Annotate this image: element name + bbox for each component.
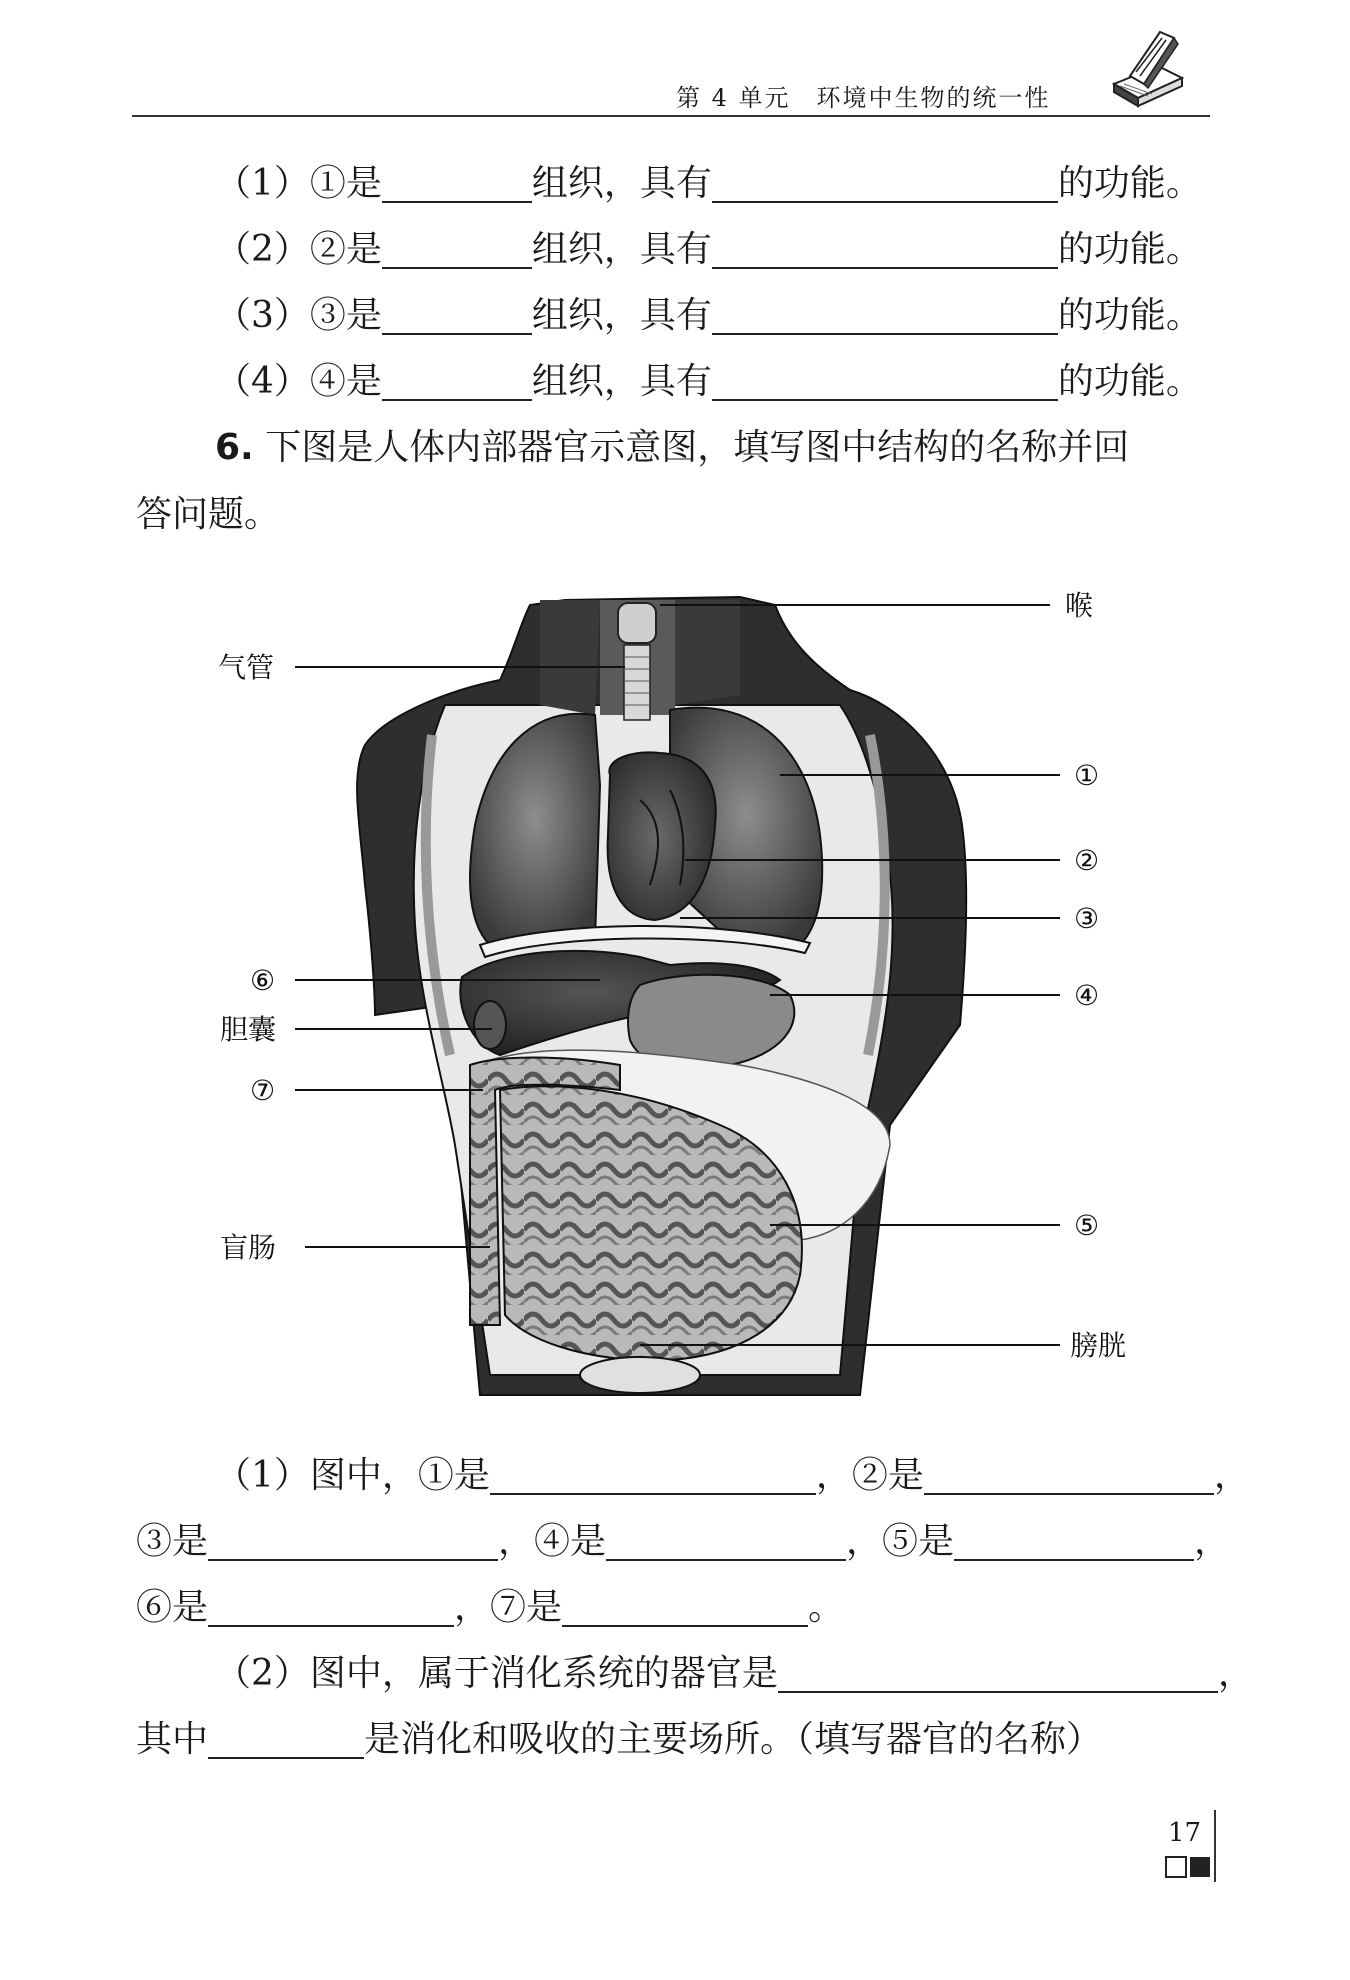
organ-diagram	[200, 585, 1150, 1405]
answer-blank[interactable]	[712, 299, 1058, 335]
answer-blank[interactable]	[382, 167, 532, 203]
label-cecum: 盲肠	[220, 1231, 277, 1264]
trachea-rings	[624, 645, 650, 720]
unit-label: 第 4 单元	[676, 84, 791, 112]
tissue-item-2: （2）②是 组织，具有 的功能。	[215, 229, 1202, 270]
label-trachea: 气管	[218, 651, 275, 684]
header-rule	[132, 115, 1210, 117]
subquestion-1-line-1: （1）图中，①是 ，②是 ，	[215, 1455, 1250, 1496]
subquestion-2-line-1: （2）图中，属于消化系统的器官是 ，	[215, 1653, 1254, 1694]
bladder	[580, 1357, 700, 1393]
label-2: ②	[1074, 844, 1100, 877]
question-6-stem-cont: 答问题。	[136, 494, 281, 535]
answer-blank[interactable]	[606, 1525, 846, 1561]
answer-blank[interactable]	[382, 233, 532, 269]
page-number: 17	[1168, 1818, 1202, 1848]
answer-blank[interactable]	[382, 299, 532, 335]
label-1: ①	[1074, 759, 1100, 792]
gallbladder	[474, 1001, 506, 1049]
label-bladder: 膀胱	[1070, 1329, 1127, 1362]
tissue-item-1: （1）①是 组织，具有 的功能。	[215, 163, 1202, 204]
answer-blank[interactable]	[382, 365, 532, 401]
footer-marks	[1165, 1856, 1210, 1878]
label-3: ③	[1074, 902, 1100, 935]
label-6: ⑥	[250, 964, 276, 997]
subquestion-2-line-2: 其中 是消化和吸收的主要场所。（填写器官的名称）	[136, 1719, 1103, 1760]
label-7: ⑦	[250, 1074, 276, 1107]
answer-blank[interactable]	[208, 1591, 454, 1627]
hollow-square-icon	[1165, 1856, 1187, 1878]
book-icon	[1108, 26, 1186, 112]
subquestion-1-line-3: ⑥是 ，⑦是 。	[136, 1587, 845, 1628]
answer-blank[interactable]	[562, 1591, 808, 1627]
answer-blank[interactable]	[208, 1723, 364, 1759]
question-number: 6.	[215, 427, 254, 468]
tissue-item-3: （3）③是 组织，具有 的功能。	[215, 295, 1202, 336]
answer-blank[interactable]	[778, 1657, 1218, 1693]
answer-blank[interactable]	[924, 1459, 1214, 1495]
answer-blank[interactable]	[712, 233, 1058, 269]
label-gallbladder: 胆囊	[220, 1013, 277, 1046]
answer-blank[interactable]	[954, 1525, 1194, 1561]
answer-blank[interactable]	[712, 365, 1058, 401]
question-6-stem: 6. 下图是人体内部器官示意图，填写图中结构的名称并回	[215, 427, 1130, 468]
footer-rule	[1214, 1810, 1216, 1882]
tissue-item-4: （4）④是 组织，具有 的功能。	[215, 361, 1202, 402]
label-throat: 喉	[1065, 589, 1094, 622]
filled-square-icon	[1190, 1857, 1210, 1877]
answer-blank[interactable]	[208, 1525, 498, 1561]
unit-title: 环境中生物的统一性	[816, 84, 1051, 112]
answer-blank[interactable]	[712, 167, 1058, 203]
label-4: ④	[1074, 979, 1100, 1012]
label-5: ⑤	[1074, 1209, 1100, 1242]
running-header	[676, 78, 1051, 113]
subquestion-1-line-2: ③是 ，④是 ，⑤是 ，	[136, 1521, 1231, 1562]
answer-blank[interactable]	[490, 1459, 816, 1495]
